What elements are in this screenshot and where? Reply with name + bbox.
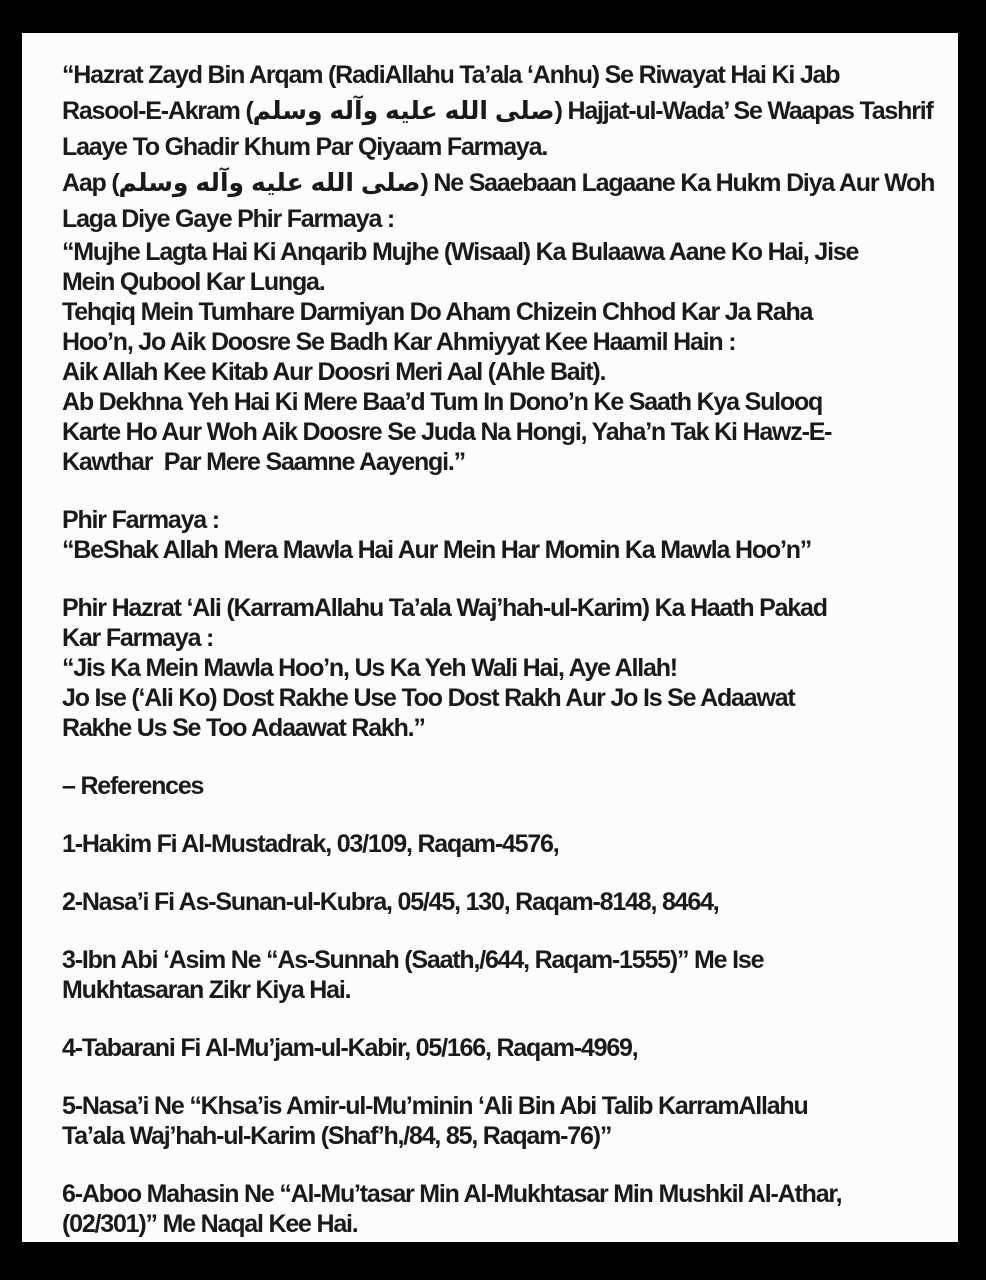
text-line: Tehqiq Mein Tumhare Darmiyan Do Aham Chizein Chhod Kar Ja Raha <box>62 298 813 326</box>
text-line-with-arabic-salawat: Aap (صلى الله عليه وآله وسلم) Ne Saaebaan Lagaane Ka Hukm Diya Aur Woh <box>62 169 935 197</box>
text-line: Aik Allah Kee Kitab Aur Doosri Meri Aal (Ahle Bait). <box>62 358 606 386</box>
text-line: Mein Qubool Kar Lunga. <box>62 268 325 296</box>
text-line: Jo Ise (‘Ali Ko) Dost Rakhe Use Too Dost Rakh Aur Jo Is Se Adaawat <box>62 684 795 712</box>
text-line: Laga Diye Gaye Phir Farmaya : <box>62 205 395 233</box>
paragraph-phir-farmaya-mawla <box>62 505 944 565</box>
text-line: 2-Nasa’i Fi As-Sunan-ul-Kubra, 05/45, 130, Raqam-8148, 8464, <box>62 888 719 916</box>
paragraph-narration-body <box>62 237 944 477</box>
text-line: Phir Hazrat ‘Ali (KarramAllahu Ta’ala Waj’hah-ul-Karim) Ka Haath Pakad <box>62 594 827 622</box>
text-line: Hoo’n, Jo Aik Doosre Se Badh Kar Ahmiyyat Kee Haamil Hain : <box>62 328 736 356</box>
text-line: 4-Tabarani Fi Al-Mu’jam-ul-Kabir, 05/166, Raqam-4969, <box>62 1034 638 1062</box>
references-heading-label: – References <box>62 772 204 800</box>
reference-item-1 <box>62 829 944 859</box>
references-heading <box>62 771 944 801</box>
text-line: “Jis Ka Mein Mawla Hoo’n, Us Ka Yeh Wali Hai, Aye Allah! <box>62 654 677 682</box>
text-line: Kawthar Par Mere Saamne Aayengi.” <box>62 448 465 476</box>
text-line: 5-Nasa’i Ne “Khsa’is Amir-ul-Mu’minin ‘Ali Bin Abi Talib KarramAllahu <box>62 1092 808 1120</box>
text-line: Ab Dekhna Yeh Hai Ki Mere Baa’d Tum In Dono’n Ke Saath Kya Sulooq <box>62 388 823 416</box>
reference-item-5 <box>62 1091 944 1151</box>
paragraph-ali-haath-pakad <box>62 593 944 743</box>
text-line: “BeShak Allah Mera Mawla Hai Aur Mein Har Momin Ka Mawla Hoo’n” <box>62 536 812 564</box>
text-line: (02/301)” Me Naqal Kee Hai. <box>62 1210 358 1238</box>
text-line: “Hazrat Zayd Bin Arqam (RadiAllahu Ta’ala ‘Anhu) Se Riwayat Hai Ki Jab <box>62 61 840 89</box>
text-line: Kar Farmaya : <box>62 624 214 652</box>
paragraph-narration-intro <box>62 57 944 237</box>
reference-item-2 <box>62 887 944 917</box>
document-page <box>22 33 958 1242</box>
text-line: 6-Aboo Mahasin Ne “Al-Mu’tasar Min Al-Mukhtasar Min Mushkil Al-Athar, <box>62 1180 842 1208</box>
text-line: Ta’ala Waj’hah-ul-Karim (Shaf’h,/84, 85, Raqam-76)” <box>62 1122 612 1150</box>
text-line: Phir Farmaya : <box>62 506 219 534</box>
reference-item-3 <box>62 945 944 1005</box>
text-line: 1-Hakim Fi Al-Mustadrak, 03/109, Raqam-4576, <box>62 830 559 858</box>
text-line: Rakhe Us Se Too Adaawat Rakh.” <box>62 714 425 742</box>
text-line: Laaye To Ghadir Khum Par Qiyaam Farmaya. <box>62 133 548 161</box>
text-line-with-arabic-salawat: Rasool-E-Akram (صلى الله عليه وآله وسلم) Hajjat-ul-Wada’ Se Waapas Tashrif <box>62 97 933 125</box>
reference-item-6 <box>62 1179 944 1239</box>
text-line: Karte Ho Aur Woh Aik Doosre Se Juda Na Hongi, Yaha’n Tak Ki Hawz-E- <box>62 418 832 446</box>
text-line: 3-Ibn Abi ‘Asim Ne “As-Sunnah (Saath,/644, Raqam-1555)” Me Ise <box>62 946 764 974</box>
text-line: Mukhtasaran Zikr Kiya Hai. <box>62 976 351 1004</box>
reference-item-4 <box>62 1033 944 1063</box>
text-line: “Mujhe Lagta Hai Ki Anqarib Mujhe (Wisaal) Ka Bulaawa Aane Ko Hai, Jise <box>62 238 859 266</box>
